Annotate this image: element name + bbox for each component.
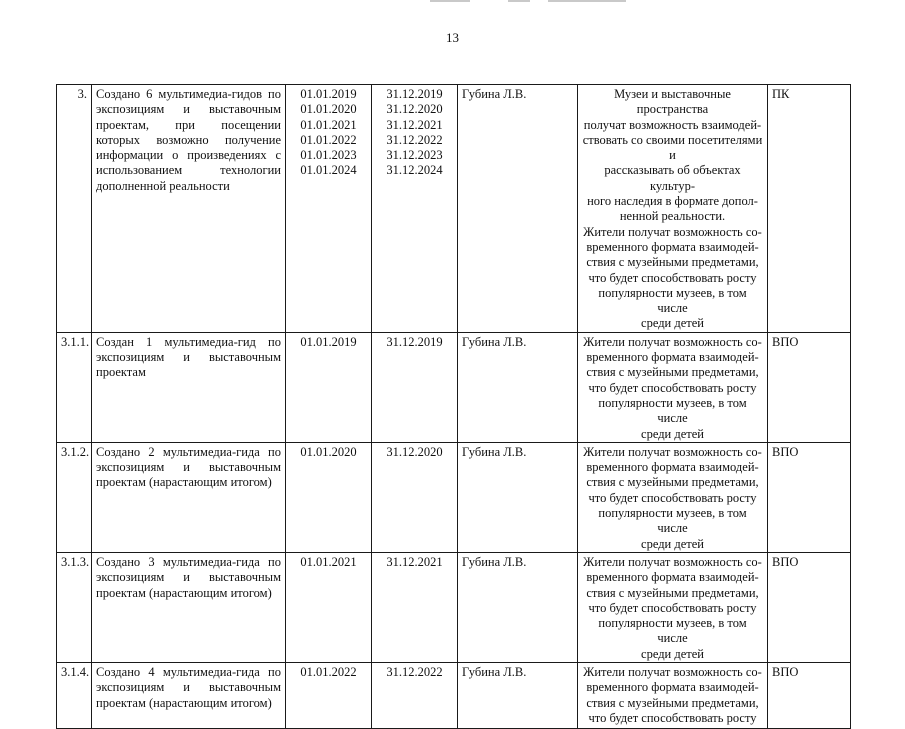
- document-type: ВПО: [768, 662, 851, 728]
- start-date: 01.01.2024: [300, 163, 357, 178]
- responsible-person: Губина Л.В.: [458, 662, 578, 728]
- page-number: 13: [446, 30, 459, 45]
- task-name: Создано 6 мультимедиа-гидов по экспозициям и выставочным проектам, при посещении которых возможно получение информации о произведениях с использованием технологии дополненной реальности: [92, 85, 286, 333]
- result-line: популярности музеев, в том числе: [598, 395, 747, 426]
- responsible-person: Губина Л.В.: [458, 552, 578, 662]
- result-line: Жители получат возможность со-: [583, 664, 762, 679]
- result-line: временного формата взаимодей-: [586, 460, 759, 475]
- result-line: что будет способствовать росту: [588, 380, 757, 395]
- scan-artifact: [508, 0, 530, 2]
- result-line: популярности музеев, в том числе: [598, 285, 747, 316]
- result-line: ствия с музейными предметами,: [586, 255, 759, 270]
- start-dates: [286, 552, 372, 662]
- end-date: 31.12.2024: [386, 163, 443, 178]
- responsible-person: Губина Л.В.: [458, 442, 578, 552]
- start-date: 01.01.2023: [300, 148, 357, 163]
- result-line: Жители получат возможность со-: [583, 224, 762, 239]
- result-line: среди детей: [641, 316, 704, 331]
- end-dates: [372, 85, 458, 333]
- end-date: 31.12.2022: [386, 664, 443, 679]
- start-dates: [286, 332, 372, 442]
- document-type: ВПО: [768, 332, 851, 442]
- result-line: популярности музеев, в том числе: [598, 616, 747, 646]
- result-line: популярности музеев, в том числе: [598, 506, 747, 536]
- scan-artifact: [548, 0, 626, 2]
- end-date: 31.12.2021: [386, 117, 443, 132]
- result-line: среди детей: [641, 536, 704, 551]
- row-number: 3.: [57, 85, 92, 333]
- result-line: временного формата взаимодей-: [586, 570, 759, 585]
- result-line: временного формата взаимодей-: [586, 680, 759, 695]
- result-line: что будет способствовать росту: [588, 490, 757, 505]
- row-number: 3.1.4.: [57, 662, 92, 728]
- result-line: временного формата взаимодей-: [586, 239, 759, 254]
- start-dates: [286, 442, 372, 552]
- result-line: рассказывать об объектах культур-: [604, 163, 741, 193]
- result-line: что будет способствовать росту: [588, 600, 757, 615]
- start-date: 01.01.2021: [300, 554, 357, 569]
- start-dates: [286, 662, 372, 728]
- result-line: Жители получат возможность со-: [583, 334, 762, 349]
- end-date: 31.12.2019: [386, 334, 443, 349]
- table-row: [57, 85, 851, 333]
- expected-result: [578, 662, 768, 728]
- row-number: 3.1.1.: [57, 332, 92, 442]
- document-type: ВПО: [768, 442, 851, 552]
- row-number: 3.1.2.: [57, 442, 92, 552]
- end-date: 31.12.2021: [386, 554, 443, 569]
- document-type: ПК: [768, 85, 851, 333]
- result-line: ствия с музейными предметами,: [586, 475, 759, 490]
- responsible-person: Губина Л.В.: [458, 332, 578, 442]
- end-date: 31.12.2020: [386, 444, 443, 459]
- result-line: Жители получат возможность со-: [583, 444, 762, 459]
- task-name: Создано 3 мультимедиа-гида по экспозициям и выставочным проектам (нарастающим итогом): [92, 552, 286, 662]
- expected-result: [578, 332, 768, 442]
- result-line: ствия с музейными предметами,: [586, 365, 759, 380]
- table-row: [57, 442, 851, 552]
- table-row: [57, 552, 851, 662]
- end-dates: [372, 332, 458, 442]
- result-line: что будет способствовать росту: [588, 710, 757, 725]
- end-dates: [372, 552, 458, 662]
- start-date: 01.01.2019: [300, 334, 357, 349]
- result-line: временного формата взаимодей-: [586, 350, 759, 365]
- table-row: [57, 332, 851, 442]
- result-line: среди детей: [641, 646, 704, 661]
- start-dates: [286, 85, 372, 333]
- start-date: 01.01.2019: [300, 87, 357, 101]
- result-line: ствовать со своими посетителями и: [582, 132, 763, 163]
- task-name: Создан 1 мультимедиа-гид по экспозициям и выставочным проектам: [92, 332, 286, 442]
- result-line: что будет способствовать росту: [588, 270, 757, 285]
- start-date: 01.01.2022: [300, 132, 357, 147]
- expected-result: [578, 85, 768, 333]
- result-line: Музеи и выставочные пространства: [614, 87, 731, 117]
- row-number: 3.1.3.: [57, 552, 92, 662]
- result-line: получат возможность взаимодей-: [583, 117, 762, 132]
- end-date: 31.12.2020: [386, 102, 443, 117]
- expected-result: [578, 442, 768, 552]
- expected-result: [578, 552, 768, 662]
- result-line: среди детей: [641, 426, 704, 441]
- end-date: 31.12.2019: [386, 87, 443, 101]
- table-row: [57, 662, 851, 728]
- result-line: ненной реальности.: [619, 209, 726, 224]
- plan-table: [56, 84, 851, 729]
- result-line: ствия с музейными предметами,: [586, 585, 759, 600]
- result-line: ного наследия в формате допол-: [587, 194, 758, 209]
- start-date: 01.01.2022: [300, 664, 357, 679]
- result-line: Жители получат возможность со-: [583, 554, 762, 569]
- start-date: 01.01.2021: [300, 117, 357, 132]
- start-date: 01.01.2020: [300, 102, 357, 117]
- end-date: 31.12.2023: [386, 148, 443, 163]
- scan-artifact: [430, 0, 470, 2]
- responsible-person: Губина Л.В.: [458, 85, 578, 333]
- end-dates: [372, 442, 458, 552]
- document-type: ВПО: [768, 552, 851, 662]
- result-line: ствия с музейными предметами,: [586, 695, 759, 710]
- task-name: Создано 4 мультимедиа-гида по экспозициям и выставочным проектам (нарастающим итогом): [92, 662, 286, 728]
- start-date: 01.01.2020: [300, 444, 357, 459]
- task-name: Создано 2 мультимедиа-гида по экспозициям и выставочным проектам (нарастающим итогом): [92, 442, 286, 552]
- end-date: 31.12.2022: [386, 132, 443, 147]
- end-dates: [372, 662, 458, 728]
